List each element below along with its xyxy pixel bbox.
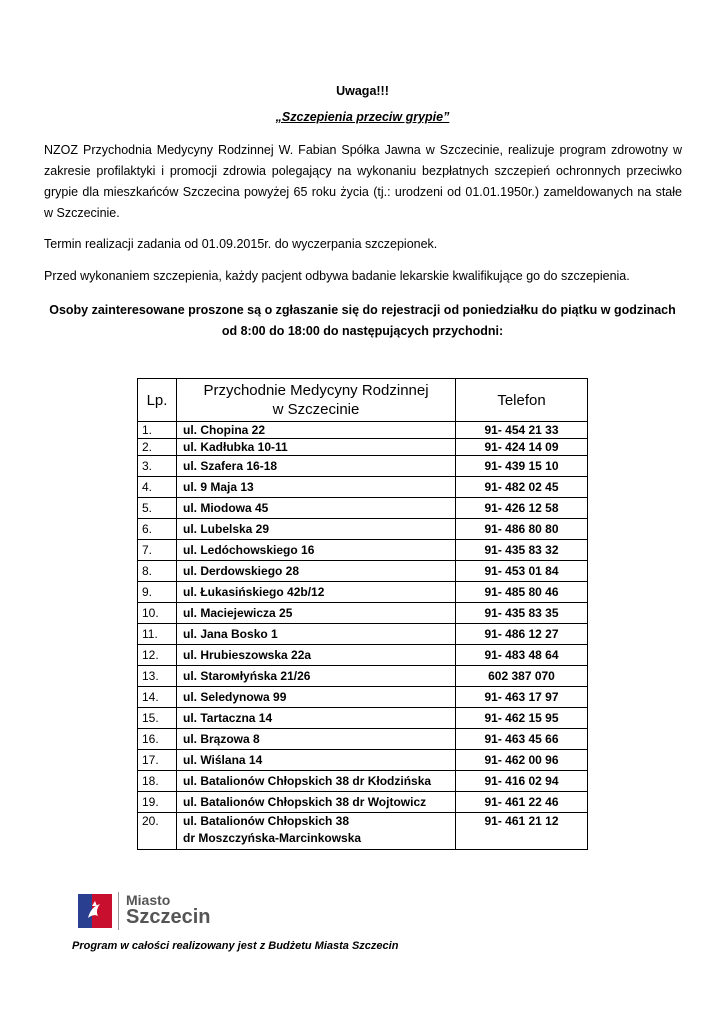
table-row (138, 498, 588, 519)
row-lp: 19. (138, 792, 177, 813)
header-clinic-line1: Przychodnie Medycyny Rodzinnej (203, 382, 429, 399)
row-address: ul. Tartaczna 14 (177, 708, 456, 729)
row-address: ul. Chopina 22 (177, 422, 456, 439)
row-address: ul. Seledynowa 99 (177, 687, 456, 708)
row-phone: 91- 485 80 46 (456, 582, 588, 603)
row-lp: 13. (138, 666, 177, 687)
logo-text-line2: Szczecin (126, 906, 211, 928)
row-lp: 9. (138, 582, 177, 603)
table-row (138, 456, 588, 477)
row-lp: 4. (138, 477, 177, 498)
table-row (138, 582, 588, 603)
row-address: ul. Kadłubka 10-11 (177, 439, 456, 456)
intro-paragraph: NZOZ Przychodnia Medycyny Rodzinnej W. Fabian Spółka Jawna w Szczecinie, realizuje program zdrowotny w zakresie profilaktyki i promocji zdrowia polegający na wykonaniu bezpłatnych szczepień ochronnych przeciwko grypie dla mieszkańców Szczecina powyżej 65 roku życia (tj.: urodzeni od 01.01.1950r.) zameldowanych na stałe w Szczecinie. (44, 143, 682, 220)
row-phone: 91- 453 01 84 (456, 561, 588, 582)
row-address: ul. Ledóchowskiego 16 (177, 540, 456, 561)
table-row (138, 750, 588, 771)
row-phone: 91- 461 22 46 (456, 792, 588, 813)
header-lp: Lp. (138, 379, 177, 422)
row-phone: 91- 426 12 58 (456, 498, 588, 519)
row-phone: 91- 435 83 35 (456, 603, 588, 624)
row-phone: 91- 462 15 95 (456, 708, 588, 729)
table-row (138, 792, 588, 813)
table-row (138, 729, 588, 750)
row-phone: 602 387 070 (456, 666, 588, 687)
row-lp: 20. (138, 813, 177, 850)
row-address (177, 813, 456, 850)
row-lp: 15. (138, 708, 177, 729)
row-address: ul. Szafera 16-18 (177, 456, 456, 477)
row-address: ul. Miodowa 45 (177, 498, 456, 519)
row-address: ul. Brązowa 8 (177, 729, 456, 750)
table-row (138, 439, 588, 456)
row-lp: 14. (138, 687, 177, 708)
row-lp: 12. (138, 645, 177, 666)
table-row (138, 477, 588, 498)
header-clinic (177, 379, 456, 422)
row-address: ul. Wiślana 14 (177, 750, 456, 771)
row-phone: 91- 435 83 32 (456, 540, 588, 561)
row-lp: 10. (138, 603, 177, 624)
registration-notice: Osoby zainteresowane proszone są o zgłaszanie się do rejestracji od poniedziałku do piątku w godzinach od 8:00 do 18:00 do następujących przychodni: (49, 303, 676, 338)
row-phone: 91- 416 02 94 (456, 771, 588, 792)
szczecin-logo (78, 890, 218, 940)
table-row (138, 422, 588, 439)
subtitle: „Szczepienia przeciw grypie” (275, 110, 450, 124)
clinics-table (137, 378, 588, 850)
table-row (138, 561, 588, 582)
exam-paragraph: Przed wykonaniem szczepienia, każdy pacjent odbywa badanie lekarskie kwalifikujące go do szczepienia. (44, 269, 630, 283)
row-address: ul. Batalionów Chłopskich 38 dr Wojtowicz (177, 792, 456, 813)
row-phone: 91- 463 17 97 (456, 687, 588, 708)
table-row (138, 519, 588, 540)
row-lp: 1. (138, 422, 177, 439)
table-row (138, 624, 588, 645)
table-row (138, 540, 588, 561)
row-lp: 3. (138, 456, 177, 477)
row-phone: 91- 461 21 12 (456, 813, 588, 850)
row-address: ul. 9 Maja 13 (177, 477, 456, 498)
row-address: ul. Maciejewicza 25 (177, 603, 456, 624)
row-address: ul. Hrubieszowska 22a (177, 645, 456, 666)
page-title: Uwaga!!! (336, 84, 389, 98)
table-row (138, 645, 588, 666)
row-phone: 91- 482 02 45 (456, 477, 588, 498)
row-lp: 16. (138, 729, 177, 750)
row-phone: 91- 486 12 27 (456, 624, 588, 645)
row-phone: 91- 486 80 80 (456, 519, 588, 540)
row-address-line2: dr Moszczyńska-Marcinkowska (183, 831, 362, 845)
row-phone: 91- 462 00 96 (456, 750, 588, 771)
row-lp: 17. (138, 750, 177, 771)
table-row (138, 603, 588, 624)
row-lp: 2. (138, 439, 177, 456)
table-row (138, 687, 588, 708)
row-phone: 91- 424 14 09 (456, 439, 588, 456)
row-address: ul. Derdowskiego 28 (177, 561, 456, 582)
row-address-line1: ul. Batalionów Chłopskich 38 (183, 814, 350, 828)
header-clinic-line2: w Szczecinie (272, 401, 360, 418)
table-row (138, 708, 588, 729)
header-phone: Telefon (456, 379, 588, 422)
row-lp: 6. (138, 519, 177, 540)
logo-text-line1: Miasto (126, 892, 171, 908)
logo-separator (118, 892, 119, 930)
row-phone: 91- 454 21 33 (456, 422, 588, 439)
szczecin-griffin-icon (78, 894, 112, 928)
row-phone: 91- 463 45 66 (456, 729, 588, 750)
row-lp: 7. (138, 540, 177, 561)
row-address: ul. Batalionów Chłopskich 38 dr Kłodzińska (177, 771, 456, 792)
term-paragraph: Termin realizacji zadania od 01.09.2015r. do wyczerpania szczepionek. (44, 237, 438, 251)
row-address: ul. Łukasińskiego 42b/12 (177, 582, 456, 603)
row-lp: 11. (138, 624, 177, 645)
row-lp: 18. (138, 771, 177, 792)
row-address: ul. Starомłyńska 21/26 (177, 666, 456, 687)
row-address: ul. Lubelska 29 (177, 519, 456, 540)
row-phone: 91- 439 15 10 (456, 456, 588, 477)
row-phone: 91- 483 48 64 (456, 645, 588, 666)
table-row (138, 771, 588, 792)
table-header-row (138, 379, 588, 422)
row-address: ul. Jana Bosko 1 (177, 624, 456, 645)
row-lp: 5. (138, 498, 177, 519)
row-lp: 8. (138, 561, 177, 582)
table-row (138, 666, 588, 687)
table-row (138, 813, 588, 850)
funding-footer: Program w całości realizowany jest z Budżetu Miasta Szczecin (72, 940, 399, 952)
